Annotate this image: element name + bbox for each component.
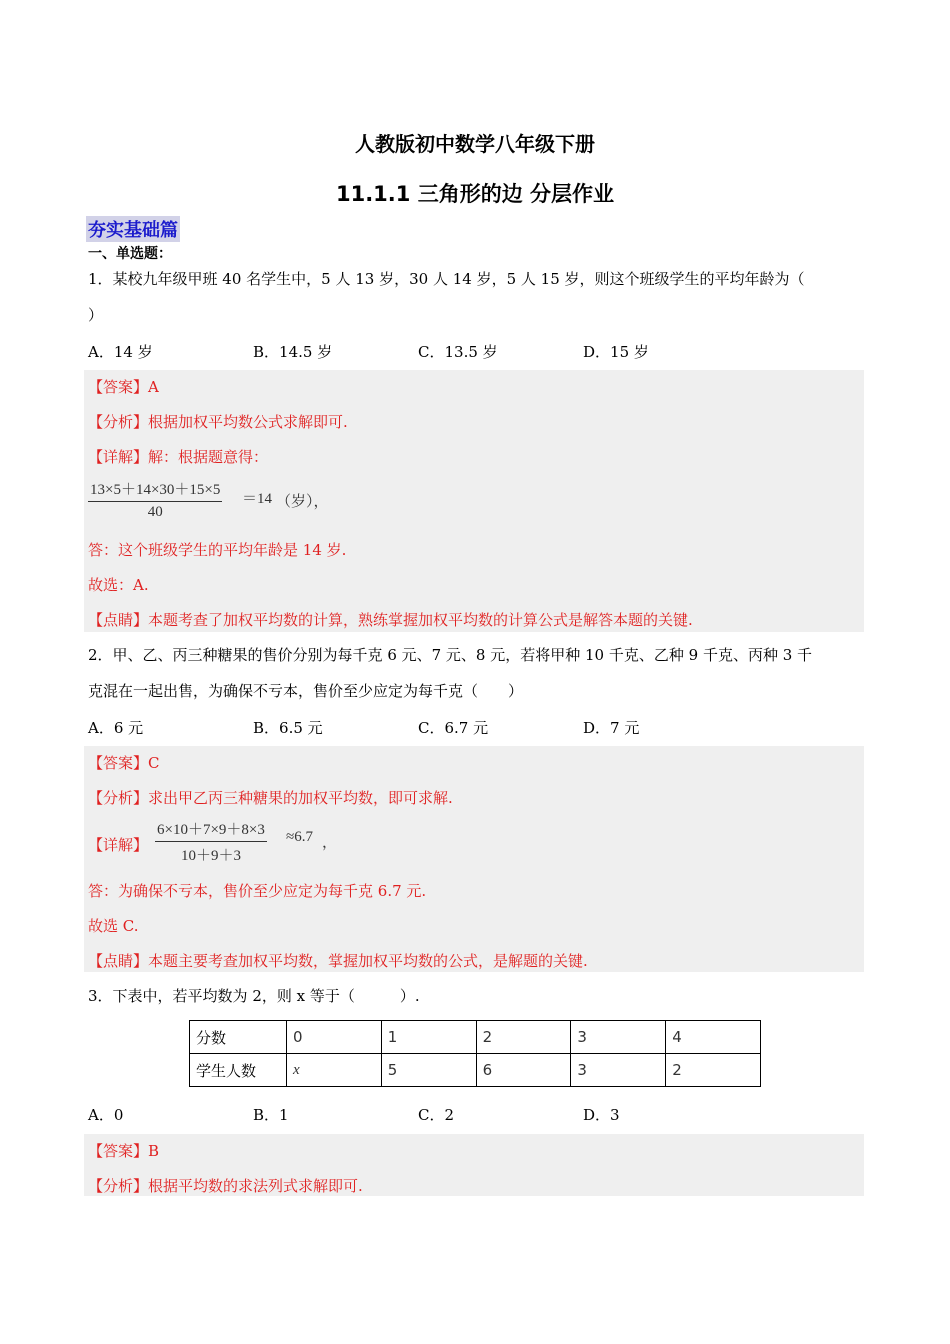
q2-comment: [88, 950, 588, 971]
q3-analysis-text: 根据平均数的求法列式求解即可.: [148, 1177, 363, 1195]
q1-fraction-denominator: 40: [147, 504, 163, 520]
q3-table-row2-head: 学生人数: [190, 1054, 287, 1087]
subsection-heading: 一、单选题：: [88, 246, 172, 262]
q3-option-c: C．2: [418, 1106, 455, 1124]
q1-analysis-text: 根据加权平均数公式求解即可.: [148, 413, 348, 431]
q3-stem: 3．下表中，若平均数为 2，则 x 等于（ ）.: [88, 987, 420, 1005]
q2-analysis-text: 求出甲乙丙三种糖果的加权平均数，即可求解.: [148, 789, 453, 807]
q3-option-d: D．3: [583, 1106, 620, 1124]
table-cell: 0: [287, 1021, 382, 1054]
q1-analysis: [88, 411, 348, 432]
q2-choice: 故选 C.: [88, 917, 139, 935]
q1-answer-value: A: [148, 378, 159, 396]
table-cell: x: [287, 1054, 382, 1087]
q1-comment: [88, 609, 693, 630]
table-cell: 2: [666, 1054, 761, 1087]
analysis-label: 【分析】: [88, 413, 149, 431]
q3-analysis: [88, 1175, 363, 1196]
q1-stem-line1: 1．某校九年级甲班 40 名学生中，5 人 13 岁，30 人 14 岁，5 人 15 岁，则这个班级学生的平均年龄为（: [88, 270, 805, 288]
table-cell: 3: [571, 1054, 666, 1087]
table-cell: 1: [381, 1021, 476, 1054]
q1-option-c: C．13.5 岁: [418, 343, 498, 361]
q2-answer: [88, 752, 160, 773]
comment-label: 【点睛】: [88, 611, 149, 629]
q2-stem-line1: 2．甲、乙、丙三种糖果的售价分别为每千克 6 元、7 元、8 元，若将甲种 10 千克、乙种 9 千克、丙种 3 千: [88, 646, 813, 664]
q2-option-a: A．6 元: [88, 719, 144, 737]
q2-option-b: B．6.5 元: [253, 719, 323, 737]
q2-fraction-denominator: 10＋9＋3: [180, 848, 241, 864]
q2-conclusion: 答：为确保不亏本，售价至少应定为每千克 6.7 元.: [88, 882, 427, 900]
q3-answer-value: B: [148, 1142, 160, 1160]
q2-option-c: C．6.7 元: [418, 719, 489, 737]
q2-answer-value: C: [148, 754, 160, 772]
q1-comment-text: 本题考查了加权平均数的计算，熟练掌握加权平均数的计算公式是解答本题的关键.: [148, 611, 693, 629]
q1-fraction: [88, 478, 222, 521]
q1-detail-text: 解：根据题意得：: [148, 448, 269, 466]
table-cell: 6: [476, 1054, 571, 1087]
answer-label: 【答案】: [88, 754, 149, 772]
q3-table-row1-head: 分数: [190, 1021, 287, 1054]
q1-option-d: D．15 岁: [583, 343, 649, 361]
analysis-label: 【分析】: [88, 1177, 149, 1195]
q3-table: [189, 1020, 761, 1087]
q1-detail: [88, 446, 268, 467]
answer-label: 【答案】: [88, 1142, 149, 1160]
table-cell: 2: [476, 1021, 571, 1054]
q1-fraction-result: ＝14: [242, 491, 273, 507]
q2-comment-text: 本题主要考查加权平均数，掌握加权平均数的公式，是解题的关键.: [148, 952, 588, 970]
table-cell: 5: [381, 1054, 476, 1087]
analysis-label: 【分析】: [88, 789, 149, 807]
document-subtitle: 11.1.1 三角形的边 分层作业: [335, 182, 615, 206]
q2-analysis: [88, 787, 453, 808]
q2-detail-label: 【详解】: [88, 836, 149, 854]
answer-label: 【答案】: [88, 378, 149, 396]
q1-option-a: A．14 岁: [88, 343, 153, 361]
q1-answer: [88, 376, 159, 397]
q1-fraction-numerator: 13×5＋14×30＋15×5: [88, 478, 222, 502]
q1-choice: 故选：A.: [88, 576, 149, 594]
q2-fraction: [155, 818, 267, 865]
section-heading: 夯实基础篇: [86, 216, 180, 242]
q3-answer: [88, 1140, 159, 1161]
q2-fraction-tail: ，: [322, 835, 338, 851]
q2-option-d: D．7 元: [583, 719, 640, 737]
table-cell: 4: [666, 1021, 761, 1054]
document-title: 人教版初中数学八年级下册: [355, 132, 595, 156]
table-row: [190, 1021, 761, 1054]
comment-label: 【点睛】: [88, 952, 149, 970]
q1-option-b: B．14.5 岁: [253, 343, 333, 361]
q2-stem-line2: 克混在一起出售，为确保不亏本，售价至少应定为每千克（ ）: [88, 682, 524, 700]
table-cell: 3: [571, 1021, 666, 1054]
q1-fraction-unit: （岁），: [276, 494, 329, 510]
q2-fraction-result: ≈6.7: [286, 829, 313, 845]
q2-fraction-numerator: 6×10＋7×9＋8×3: [155, 818, 267, 842]
q3-option-b: B．1: [253, 1106, 289, 1124]
q1-conclusion: 答：这个班级学生的平均年龄是 14 岁.: [88, 541, 347, 559]
q1-stem-line2: ）: [88, 306, 104, 324]
table-row: [190, 1054, 761, 1087]
q3-option-a: A．0: [88, 1106, 124, 1124]
detail-label: 【详解】: [88, 448, 149, 466]
